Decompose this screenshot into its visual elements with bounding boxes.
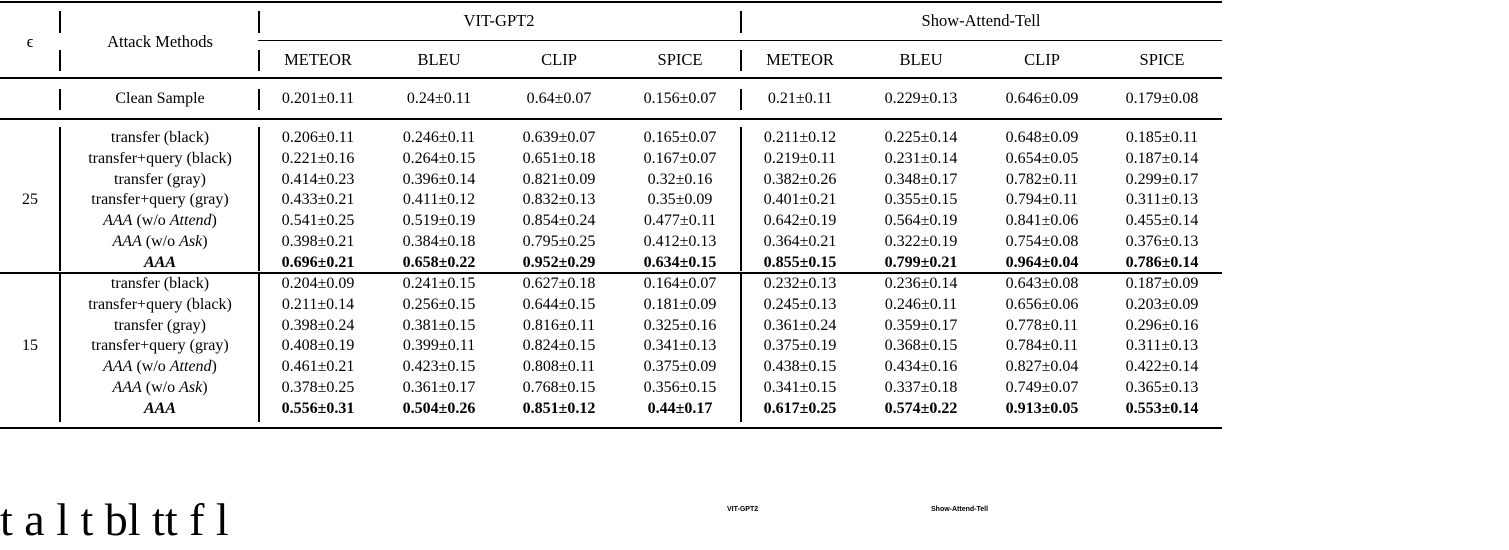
- metric-value: 0.617±0.25: [763, 399, 837, 417]
- metric-value: 0.799±0.21: [884, 253, 958, 271]
- metric-value: 0.541±0.25: [281, 212, 355, 230]
- epsilon-value: 15: [22, 337, 38, 355]
- method-label: AAA: [143, 253, 177, 271]
- method-label: AAA (w/o Attend): [103, 358, 217, 376]
- clean-sample-value: 0.24±0.11: [406, 90, 472, 107]
- metric-value: 0.204±0.09: [281, 275, 355, 292]
- metric-value: 0.355±0.15: [884, 191, 958, 209]
- metric-value: 0.778±0.11: [1005, 316, 1079, 334]
- metric-value: 0.644±0.15: [522, 295, 596, 313]
- metric-value: 0.461±0.21: [281, 358, 355, 376]
- method-label: transfer+query (black): [88, 295, 232, 313]
- metric-value: 0.381±0.15: [402, 316, 476, 334]
- vrule-block-15-0: [59, 274, 61, 422]
- block-separator-rule: [0, 272, 1222, 274]
- method-label: AAA (w/o Ask): [112, 233, 208, 250]
- metric-value: 0.627±0.18: [522, 275, 596, 292]
- clean-sample-value: 0.21±0.11: [767, 90, 833, 107]
- vrule-clean-2: [740, 89, 742, 110]
- header-rule: [0, 77, 1222, 79]
- metric-value: 0.311±0.13: [1125, 337, 1199, 355]
- metric-value: 0.211±0.12: [763, 129, 837, 146]
- metric-value: 0.651±0.18: [522, 149, 596, 167]
- vrule-clean-1: [258, 89, 260, 110]
- metric-value: 0.167±0.07: [643, 149, 717, 167]
- method-label: AAA (w/o Attend): [103, 212, 217, 230]
- metric-value: 0.794±0.11: [1005, 191, 1079, 209]
- metric-value: 0.375±0.09: [643, 358, 717, 376]
- epsilon-header: ϵ: [26, 32, 34, 51]
- metric-value: 0.232±0.13: [763, 275, 837, 292]
- top-rule: [0, 1, 1222, 3]
- metric-value: 0.181±0.09: [643, 295, 717, 313]
- metric-value: 0.368±0.15: [884, 337, 958, 355]
- metric-value: 0.851±0.12: [522, 399, 596, 417]
- metric-value: 0.504±0.26: [402, 399, 476, 417]
- metric-header-spice: SPICE: [1139, 50, 1185, 69]
- clean-sample-value: 0.229±0.13: [884, 90, 958, 107]
- metric-value: 0.337±0.18: [884, 379, 958, 396]
- metric-value: 0.412±0.13: [643, 233, 717, 250]
- method-label: transfer (black): [110, 275, 210, 292]
- clean-sample-value: 0.201±0.11: [281, 90, 355, 107]
- metric-value: 0.361±0.24: [763, 316, 837, 334]
- clean-sample-value: 0.646±0.09: [1005, 90, 1079, 107]
- metric-value: 0.854±0.24: [522, 212, 596, 230]
- metric-header-meteor: METEOR: [284, 50, 352, 69]
- metric-value: 0.219±0.11: [763, 149, 837, 167]
- metric-value: 0.438±0.15: [763, 358, 837, 376]
- metric-value: 0.164±0.07: [643, 275, 717, 292]
- clean-sample-rule: [0, 118, 1222, 120]
- metric-value: 0.795±0.25: [522, 233, 596, 250]
- metric-value: 0.361±0.17: [402, 379, 476, 396]
- vrule-header-top-0: [59, 11, 61, 33]
- group-header-show-attend-tell: Show-Attend-Tell: [921, 11, 1041, 30]
- metric-value: 0.165±0.07: [643, 129, 717, 146]
- vrule-header-metric-0: [59, 50, 61, 71]
- metric-value: 0.396±0.14: [402, 170, 476, 188]
- method-label: transfer+query (gray): [91, 337, 229, 355]
- metric-value: 0.434±0.16: [884, 358, 958, 376]
- metric-value: 0.299±0.17: [1125, 170, 1199, 188]
- metric-value: 0.376±0.13: [1125, 233, 1199, 250]
- metric-value: 0.786±0.14: [1125, 253, 1199, 271]
- figure-label-show-attend-tell: Show-Attend-Tell: [931, 506, 989, 513]
- metric-value: 0.296±0.16: [1125, 316, 1199, 334]
- metric-header-clip: CLIP: [541, 50, 577, 69]
- metric-value: 0.185±0.11: [1125, 129, 1199, 146]
- metric-value: 0.382±0.26: [763, 170, 837, 188]
- metric-value: 0.433±0.21: [281, 191, 355, 209]
- metric-value: 0.656±0.06: [1005, 295, 1079, 313]
- metric-header-bleu: BLEU: [417, 50, 461, 69]
- metric-value: 0.519±0.19: [402, 212, 476, 230]
- metric-value: 0.821±0.09: [522, 170, 596, 188]
- metric-value: 0.322±0.19: [884, 233, 958, 250]
- metric-value: 0.225±0.14: [884, 129, 958, 146]
- metric-value: 0.411±0.12: [402, 191, 476, 209]
- metric-value: 0.816±0.11: [522, 316, 596, 334]
- metric-value: 0.808±0.11: [522, 358, 596, 376]
- metric-value: 0.365±0.13: [1125, 379, 1199, 396]
- group-underline: [258, 40, 1222, 41]
- metric-value: 0.341±0.13: [643, 337, 717, 355]
- metric-value: 0.356±0.15: [643, 379, 717, 396]
- vrule-clean-0: [59, 89, 61, 110]
- metric-value: 0.564±0.19: [884, 212, 958, 230]
- metric-value: 0.782±0.11: [1005, 170, 1079, 188]
- metric-value: 0.556±0.31: [281, 399, 355, 417]
- body-text-fragment: t a l t bl tt f l: [0, 494, 229, 545]
- metric-value: 0.364±0.21: [763, 233, 837, 250]
- metric-value: 0.398±0.21: [281, 233, 355, 250]
- attack-methods-header: Attack Methods: [107, 32, 213, 51]
- metric-value: 0.246±0.11: [884, 295, 958, 313]
- metric-value: 0.553±0.14: [1125, 399, 1199, 417]
- group-header-vit-gpt2: VIT-GPT2: [463, 11, 535, 30]
- metric-value: 0.236±0.14: [884, 275, 958, 292]
- metric-value: 0.832±0.13: [522, 191, 596, 209]
- metric-value: 0.221±0.16: [281, 149, 355, 167]
- metric-value: 0.341±0.15: [763, 379, 837, 396]
- vrule-block-15-1: [258, 274, 260, 422]
- metric-value: 0.384±0.18: [402, 233, 476, 250]
- metric-value: 0.824±0.15: [522, 337, 596, 355]
- method-label: transfer (black): [110, 129, 210, 146]
- metric-value: 0.359±0.17: [884, 316, 958, 334]
- metric-value: 0.841±0.06: [1005, 212, 1079, 230]
- metric-header-clip: CLIP: [1024, 50, 1060, 69]
- metric-value: 0.654±0.05: [1005, 149, 1079, 167]
- metric-value: 0.749±0.07: [1005, 379, 1079, 396]
- metric-value: 0.827±0.04: [1005, 358, 1079, 376]
- method-label: transfer (gray): [114, 170, 206, 188]
- clean-sample-value: 0.64±0.07: [526, 90, 592, 107]
- metric-value: 0.658±0.22: [402, 253, 476, 271]
- metric-value: 0.245±0.13: [763, 295, 837, 313]
- metric-value: 0.648±0.09: [1005, 129, 1079, 146]
- metric-value: 0.187±0.09: [1125, 275, 1199, 292]
- metric-header-bleu: BLEU: [899, 50, 943, 69]
- metric-value: 0.35±0.09: [647, 191, 713, 209]
- method-label: transfer+query (black): [88, 149, 232, 167]
- metric-value: 0.348±0.17: [884, 170, 958, 188]
- metric-value: 0.952±0.29: [522, 253, 596, 271]
- metric-value: 0.399±0.11: [402, 337, 476, 355]
- vrule-header-metric-2: [740, 50, 742, 71]
- metric-value: 0.375±0.19: [763, 337, 837, 355]
- metric-value: 0.477±0.11: [643, 212, 717, 230]
- metric-header-meteor: METEOR: [766, 50, 834, 69]
- metric-value: 0.398±0.24: [281, 316, 355, 334]
- clean-sample-value: 0.179±0.08: [1125, 90, 1199, 107]
- metric-value: 0.754±0.08: [1005, 233, 1079, 250]
- epsilon-value: 25: [22, 191, 38, 209]
- metric-value: 0.44±0.17: [647, 399, 713, 417]
- vrule-block-25-0: [59, 127, 61, 271]
- metric-value: 0.913±0.05: [1005, 399, 1079, 417]
- bottom-rule: [0, 427, 1222, 429]
- metric-value: 0.639±0.07: [522, 129, 596, 146]
- metric-value: 0.784±0.11: [1005, 337, 1079, 355]
- vrule-header-metric-1: [258, 50, 260, 71]
- metric-value: 0.246±0.11: [402, 129, 476, 146]
- metric-header-spice: SPICE: [657, 50, 703, 69]
- method-label: AAA: [143, 399, 177, 417]
- metric-value: 0.455±0.14: [1125, 212, 1199, 230]
- metric-value: 0.203±0.09: [1125, 295, 1199, 313]
- metric-value: 0.964±0.04: [1005, 253, 1079, 271]
- vrule-header-top-1: [258, 11, 260, 33]
- metric-value: 0.696±0.21: [281, 253, 355, 271]
- metric-value: 0.768±0.15: [522, 379, 596, 396]
- metric-value: 0.206±0.11: [281, 129, 355, 146]
- metric-value: 0.325±0.16: [643, 316, 717, 334]
- clean-sample-value: 0.156±0.07: [643, 90, 717, 107]
- vrule-block-25-1: [258, 127, 260, 271]
- metric-value: 0.574±0.22: [884, 399, 958, 417]
- method-label: AAA (w/o Ask): [112, 379, 208, 396]
- metric-value: 0.414±0.23: [281, 170, 355, 188]
- metric-value: 0.422±0.14: [1125, 358, 1199, 376]
- metric-value: 0.378±0.25: [281, 379, 355, 396]
- metric-value: 0.241±0.15: [402, 275, 476, 292]
- metric-value: 0.423±0.15: [402, 358, 476, 376]
- metric-value: 0.408±0.19: [281, 337, 355, 355]
- clean-sample-label: Clean Sample: [115, 90, 205, 107]
- metric-value: 0.311±0.13: [1125, 191, 1199, 209]
- metric-value: 0.634±0.15: [643, 253, 717, 271]
- metric-value: 0.32±0.16: [647, 170, 713, 188]
- metric-value: 0.211±0.14: [281, 295, 355, 313]
- vrule-header-top-2: [740, 11, 742, 33]
- metric-value: 0.855±0.15: [763, 253, 837, 271]
- metric-value: 0.256±0.15: [402, 295, 476, 313]
- metric-value: 0.642±0.19: [763, 212, 837, 230]
- metric-value: 0.643±0.08: [1005, 275, 1079, 292]
- metric-value: 0.264±0.15: [402, 149, 476, 167]
- metric-value: 0.401±0.21: [763, 191, 837, 209]
- vrule-block-15-2: [740, 274, 742, 422]
- metric-value: 0.187±0.14: [1125, 149, 1199, 167]
- vrule-block-25-2: [740, 127, 742, 271]
- metric-value: 0.231±0.14: [884, 149, 958, 167]
- method-label: transfer (gray): [114, 316, 206, 334]
- method-label: transfer+query (gray): [91, 191, 229, 209]
- figure-label-vit-gpt2: VIT-GPT2: [727, 506, 759, 513]
